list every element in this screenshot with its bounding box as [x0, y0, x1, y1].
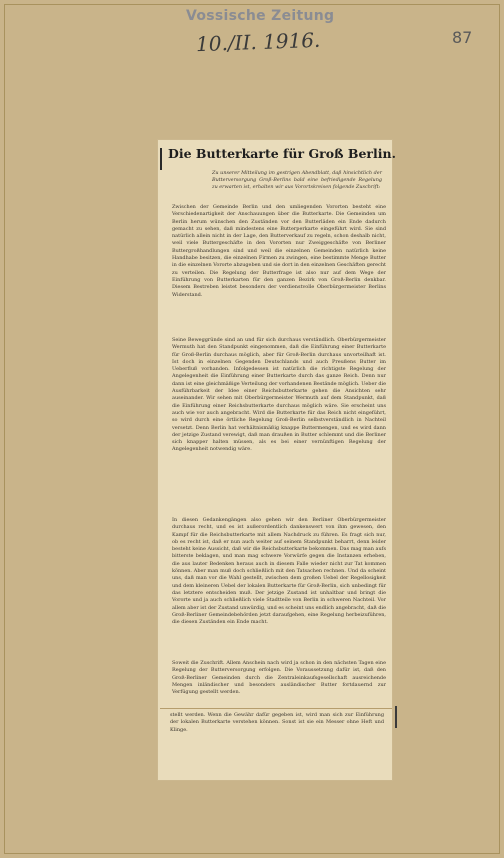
article-paragraph-4: Soweit die Zuschrift. Allem Anschein nach wird ja schon in den nächsten Tagen eine Regelung der Butterversorgung erfolgen. Die Voraussetzung dafür ist, daß den Groß-Berliner Gemeinden durch die Zentraleinkaufsgesellschaft ausreichende Mengen inländischer und besonders ausländischer Butter fortdauernd zur Verfügung gestellt werden.	[172, 660, 386, 696]
margin-bracket	[392, 706, 397, 728]
article-paragraph-5: stellt werden. Wenn die Gewähr dafür gegeben ist, wird man sich zur Einführung der lokalen Butterkarte verstehen können. Sonst ist sie ein Messer ohne Heft und Klinge.	[170, 712, 384, 733]
title-rule	[160, 148, 162, 170]
article-title: Die Butterkarte für Groß Berlin.	[168, 146, 396, 161]
page-number: 87	[452, 28, 473, 47]
article-paragraph-3: In diesen Gedankengängen also gehen wir den Berliner Oberbürgermeister durchaus recht, und es ist außerordentlich dankenswert von ihm gewesen, den Kampf für die Reichsbutterkarte mit allem Nachdruck zu führen. Es fragt sich nur, ob es recht ist, daß er nun auch weiter auf seinem Standpunkt beharrt, denn leider besteht keine Aussicht, daß wir die Reichsbutterkarte bekommen. Das mag man aufs bitterste beklagen, und man mag schwere Vorwürfe gegen die Instanzen erheben, die aus lauter Bedenken heraus auch in diesem Falle wieder nicht zur Tat kommen können. Aber man muß doch schließlich mit den Tatsachen rechnen. Und da scheint uns, daß man vor die Wahl gestellt, zwischen dem großen Uebel der Regellosigkeit und dem kleineren Uebel der lokalen Butterkarte für Groß-Berlin, sich unbedingt für das letztere entscheiden muß. Der jetzige Zustand ist unhaltbar und bringt die Vororte und ja auch schließlich viele Stadtteile von Berlin in schweren Nachteil. Vor allem aber ist der Zustand unwürdig, und es scheint uns endlich angebracht, daß die Groß-Berliner Gemeindebehörden jetzt daraufgehen, eine Regelung herbeizuführen, die diesen Zuständen ein Ende macht.	[172, 517, 386, 626]
article-paragraph-2: Seine Beweggründe sind an und für sich durchaus verständlich. Oberbürgermeister Wermuth hat den Standpunkt eingenommen, daß die Einführung einer Butterkarte für Groß-Berlin durchaus möglich, aber für Groß-Berlin durchaus unvorteilhaft ist. Ist doch in einzelnen Gegenden Deutschlands und auch Preußens Butter im Ueberfluß vorhanden. Infolgedessen ist natürlich die richtigste Regelung der Angelegenheit die Einführung einer Butterkarte durch das ganze Reich. Denn nur dann ist eine gleichmäßige Verteilung der vorhandenen Bestände möglich. Ueber die Ausführbarkeit der Idee einer Reichsbutterkarte gehen die Ansichten sehr auseinander. Wir sehen mit Oberbürgermeister Wermuth auf dem Standpunkt, daß die Einführung einer Reichsbutterkarte durchaus möglich wäre. Sie erscheint uns auch wie vor auch angebracht. Wird die Butterkarte für das Reich nicht eingeführt, so wird durch eine örtliche Regelung Groß-Berlin selbstverständlich in Nachteil versetzt. Denn Berlin hat verhältnismäßig knappe Buttermengen, und es wird dann der jetzige Zustand verewigt, daß man draußen in Butter schlemmt und die Berliner sich knapper halten müssen, als es bei einer vernünftigen Regelung der Angelegenheit notwendig wäre.	[172, 337, 386, 453]
article-intro: Zu unserer Mitteilung im gestrigen Abendblatt, daß hinsichtlich der Butterversorgung Groß-Berlins bald eine befriedigende Regelung zu erwarten ist, erhalten wir aus Vorortskreisen folgende Zuschrift:	[212, 170, 382, 190]
article-paragraph-1: Zwischen der Gemeinde Berlin und den umliegenden Vororten besteht eine Verschiedenartigkeit der Anschauungen über die Butterkarte. Die Gemeinden um Berlin herum wünschen den Zuständen vor den Butterläden ein Ende dadurch gemacht zu sehen, daß mindestens eine Butterperkarte eingeführt wird. Sie sind natürlich allein nicht in der Lage, den Butterverkauf zu regeln, schon deshalb nicht, weil viele Buttergeschäfte in den Vororten nur Zweiggeschäfte von Berliner Buttergroßhandlungen sind und weil die einzelnen Gemeinden natürlich keine Handhabe besitzen, die einzelnen Firmen zu zwingen, eine bestimmte Menge Butter in die einzelnen Vororte abzugeben und sie dort in den einzelnen Geschäften gerecht zu verteilen. Die Regelung der Butterfrage ist also nur auf dem Wege der Einführung von Butterkarten für den ganzen Bezirk von Groß-Berlin denkbar. Diesem Bestreben leistet besonders der verdienstvolle Oberbürgermeister Berlins Widerstand.	[172, 204, 386, 298]
clipping-fold	[160, 708, 392, 709]
handwritten-date: 10./II. 1916.	[195, 27, 321, 57]
newspaper-stamp: Vossische Zeitung	[186, 8, 335, 24]
